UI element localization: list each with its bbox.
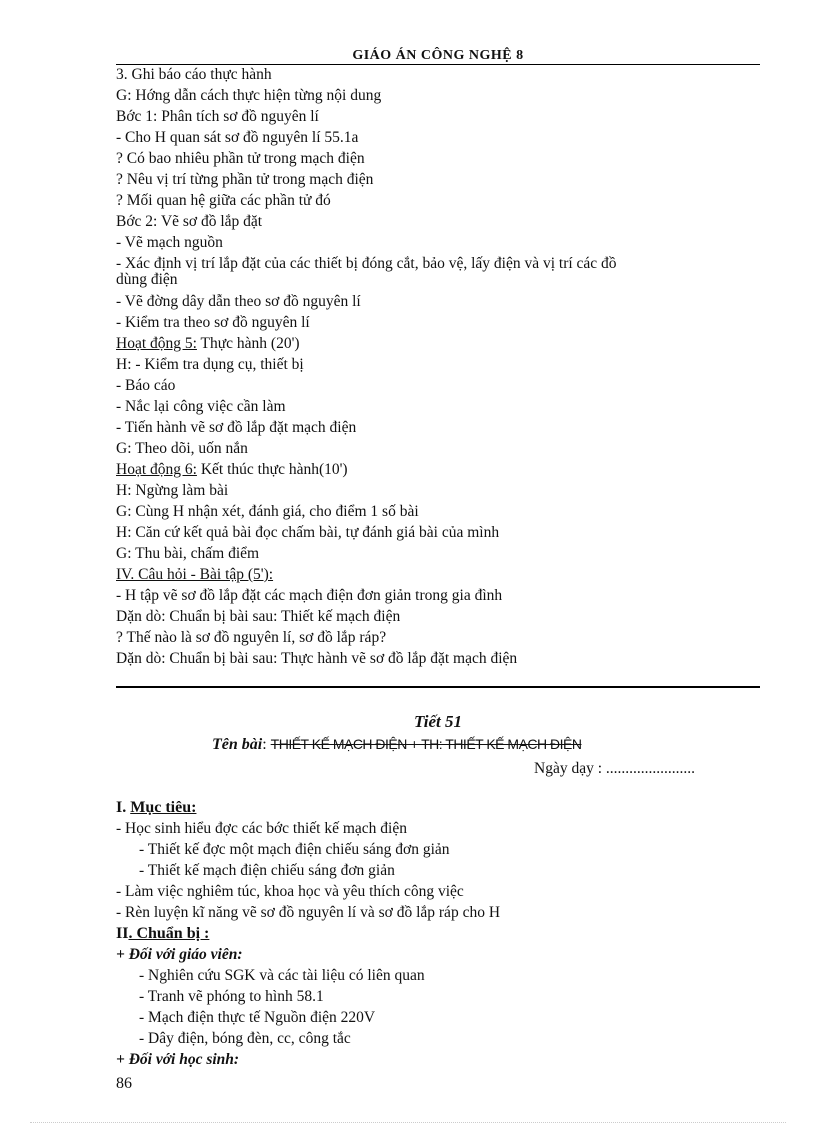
text-line: Bớc 2: Vẽ sơ đồ lắp đặt xyxy=(116,213,263,230)
lesson-name-value: THIẾT KẾ MẠCH ĐIỆN + TH: THIẾT KẾ MẠCH ĐIỆN xyxy=(270,736,582,752)
text-line: G: Theo dõi, uốn nắn xyxy=(116,440,248,457)
objectives-heading xyxy=(116,799,196,817)
objectives-title: Mục tiêu: xyxy=(130,799,197,816)
text-line: - Xác định vị trí lắp đặt của các thiết bị đóng cắt, bảo vệ, lấy điện và vị trí các đồ xyxy=(116,255,617,272)
text-line: G: Cùng H nhận xét, đánh giá, cho điểm 1 số bài xyxy=(116,503,419,520)
text-line: - Tiến hành vẽ sơ đồ lắp đặt mạch điện xyxy=(116,419,357,436)
activity-5-text: Thực hành (20') xyxy=(196,335,300,352)
teacher-item: - Nghiên cứu SGK và các tài liệu có liên quan xyxy=(139,967,425,984)
section-4-heading: IV. Câu hỏi - Bài tập (5'): xyxy=(116,566,274,583)
objective-line: - Học sinh hiểu đợc các bớc thiết kế mạch điện xyxy=(116,820,407,837)
teacher-label: + Đối với giáo viên: xyxy=(116,946,243,963)
preparation-heading xyxy=(116,925,209,943)
text-line: - Báo cáo xyxy=(116,377,176,394)
activity-6-heading xyxy=(116,461,348,479)
activity-6-label: Hoạt động 6: xyxy=(116,461,197,478)
text-line: ? Có bao nhiêu phần tử trong mạch điện xyxy=(116,150,365,167)
activity-5-heading xyxy=(116,335,300,353)
text-line: G: Thu bài, chấm điểm xyxy=(116,545,260,562)
text-line: - H tập vẽ sơ đồ lắp đặt các mạch điện đơn giản trong gia đình xyxy=(116,587,503,604)
objective-line: - Thiết kế mạch điện chiếu sáng đơn giản xyxy=(139,862,395,879)
teacher-item: - Mạch điện thực tế Nguồn điện 220V xyxy=(139,1009,376,1026)
teacher-item: - Dây điện, bóng đèn, cc, công tắc xyxy=(139,1030,351,1047)
lesson-number: Tiết 51 xyxy=(414,712,462,731)
text-line: - Nắc lại công việc cần làm xyxy=(116,398,286,415)
text-line: ? Nêu vị trí từng phần tử trong mạch điện xyxy=(116,171,374,188)
text-line: ? Thế nào là sơ đồ nguyên lí, sơ đồ lắp ráp? xyxy=(116,629,387,646)
student-label: + Đối với học sinh: xyxy=(116,1051,240,1068)
text-line: G: Hớng dẫn cách thực hiện từng nội dung xyxy=(116,87,382,104)
lesson-name-colon: : xyxy=(262,736,271,753)
text-line: - Kiểm tra theo sơ đồ nguyên lí xyxy=(116,314,310,331)
objectives-number: I. xyxy=(116,799,131,816)
lesson-name xyxy=(212,736,581,754)
activity-6-text: Kết thúc thực hành(10') xyxy=(196,461,348,478)
section-separator xyxy=(116,686,760,688)
header-title: GIÁO ÁN CÔNG NGHỆ 8 xyxy=(352,48,524,63)
preparation-title: . Chuẩn bị : xyxy=(128,925,210,942)
text-line: - Cho H quan sát sơ đồ nguyên lí 55.1a xyxy=(116,129,359,146)
objective-line: - Rèn luyện kĩ năng vẽ sơ đồ nguyên lí và sơ đồ lắp ráp cho H xyxy=(116,904,501,921)
activity-5-label: Hoạt động 5: xyxy=(116,335,197,352)
text-line: ? Mối quan hệ giữa các phần tử đó xyxy=(116,192,331,209)
text-line: - Vẽ đờng dây dẫn theo sơ đồ nguyên lí xyxy=(116,293,361,310)
header-rule xyxy=(116,64,760,65)
text-line: dùng điện xyxy=(116,271,178,288)
lesson-name-label: Tên bài xyxy=(212,736,263,753)
text-line: Dặn dò: Chuẩn bị bài sau: Thiết kế mạch điện xyxy=(116,608,401,625)
preparation-number: II xyxy=(116,925,129,942)
text-line: Bớc 1: Phân tích sơ đồ nguyên lí xyxy=(116,108,319,125)
text-line: 3. Ghi báo cáo thực hành xyxy=(116,66,272,83)
teacher-item: - Tranh vẽ phóng to hình 58.1 xyxy=(139,988,324,1005)
text-line: H: - Kiểm tra dụng cụ, thiết bị xyxy=(116,356,304,373)
text-line: H: Căn cứ kết quả bài đọc chấm bài, tự đánh giá bài của mình xyxy=(116,524,500,541)
text-line: Dặn dò: Chuẩn bị bài sau: Thực hành vẽ sơ đồ lắp đặt mạch điện xyxy=(116,650,518,667)
objective-line: - Thiết kế đợc một mạch điện chiếu sáng đơn giản xyxy=(139,841,450,858)
text-line: - Vẽ mạch nguồn xyxy=(116,234,223,251)
text-line: H: Ngừng làm bài xyxy=(116,482,229,499)
teaching-date: Ngày dạy : ....................... xyxy=(534,760,696,777)
objective-line: - Làm việc nghiêm túc, khoa học và yêu thích công việc xyxy=(116,883,464,900)
page-number: 86 xyxy=(116,1075,132,1092)
